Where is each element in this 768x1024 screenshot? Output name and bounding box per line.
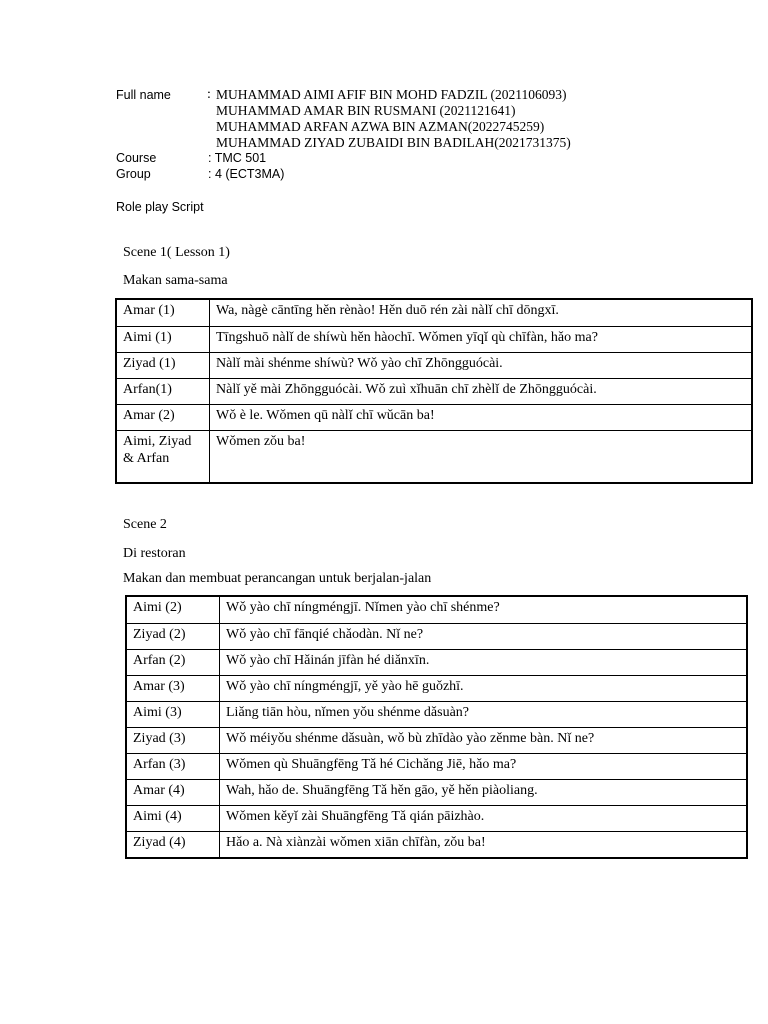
group-value: : 4 (ECT3MA) — [208, 167, 285, 181]
scene1-table — [115, 298, 753, 484]
speaker-cell: Arfan (2) — [127, 649, 220, 675]
fullname-label: Full name — [116, 88, 171, 102]
speaker-cell: Aimi (3) — [127, 701, 220, 727]
dialogue-cell: Wǒmen kěyǐ zài Shuāngfēng Tǎ qián pāizhào. — [220, 805, 746, 831]
table-row — [127, 597, 746, 623]
group-label: Group — [116, 167, 151, 181]
table-row — [127, 727, 746, 753]
dialogue-cell: Wah, hǎo de. Shuāngfēng Tǎ hěn gāo, yě hěn piàoliang. — [220, 779, 746, 805]
table-row — [127, 805, 746, 831]
speaker-cell: Arfan (3) — [127, 753, 220, 779]
dialogue-cell: Wǒmen qù Shuāngfēng Tǎ hé Cichǎng Jiē, hǎo ma? — [220, 753, 746, 779]
name-line-4: MUHAMMAD ZIYAD ZUBAIDI BIN BADILAH(2021731375) — [216, 135, 571, 150]
speaker-cell: Amar (4) — [127, 779, 220, 805]
dialogue-cell: Wǒ yào chī níngméngjī, yě yào hē guǒzhī. — [220, 675, 746, 701]
speaker-cell: Amar (1) — [117, 300, 210, 326]
course-label: Course — [116, 151, 157, 165]
table-row — [127, 649, 746, 675]
scene1-title: Scene 1( Lesson 1) — [123, 245, 230, 260]
table-row — [127, 623, 746, 649]
dialogue-cell: Nàlǐ yě mài Zhōngguócài. Wǒ zuì xǐhuān chī zhèlǐ de Zhōngguócài. — [210, 378, 751, 404]
scene2-table — [125, 595, 748, 859]
speaker-cell: Amar (3) — [127, 675, 220, 701]
dialogue-cell: Wǒmen zǒu ba! — [210, 430, 751, 482]
dialogue-cell: Hǎo a. Nà xiànzài wǒmen xiān chīfàn, zǒu ba! — [220, 831, 746, 857]
table-row — [117, 378, 751, 404]
scene2-title: Scene 2 — [123, 517, 167, 532]
table-row — [117, 326, 751, 352]
scene1-subtitle: Makan sama-sama — [123, 273, 228, 288]
speaker-cell: Amar (2) — [117, 404, 210, 430]
dialogue-cell: Wa, nàgè cāntīng hěn rènào! Hěn duō rén zài nàlǐ chī dōngxī. — [216, 303, 559, 318]
dialogue-cell: Nàlǐ mài shénme shíwù? Wǒ yào chī Zhōngguócài. — [210, 352, 751, 378]
name-line-2: MUHAMMAD AMAR BIN RUSMANI (2021121641) — [216, 103, 516, 118]
table-row — [127, 701, 746, 727]
speaker-cell: Arfan(1) — [117, 378, 210, 404]
speaker-cell: Ziyad (4) — [127, 831, 220, 857]
table-row — [117, 430, 751, 482]
speaker-cell: Aimi (1) — [117, 326, 210, 352]
speaker-cell: Aimi (4) — [127, 805, 220, 831]
table-row — [117, 300, 751, 326]
dialogue-cell: Wǒ è le. Wǒmen qū nàlǐ chī wǔcān ba! — [210, 404, 751, 430]
name-line-3: MUHAMMAD ARFAN AZWA BIN AZMAN(2022745259) — [216, 119, 545, 134]
speaker-cell: Aimi, Ziyad & Arfan — [117, 430, 210, 482]
speaker-cell: Ziyad (1) — [117, 352, 210, 378]
name-line-1: MUHAMMAD AIMI AFIF BIN MOHD FADZIL (2021106093) — [216, 87, 567, 102]
fullname-colon: : — [207, 87, 211, 102]
speaker-cell: Aimi (2) — [127, 597, 220, 623]
speaker-cell: Ziyad (3) — [127, 727, 220, 753]
dialogue-cell: Liǎng tiān hòu, nǐmen yǒu shénme dǎsuàn? — [220, 701, 746, 727]
table-row — [127, 831, 746, 857]
speaker-cell: Ziyad (2) — [127, 623, 220, 649]
table-row — [127, 753, 746, 779]
dialogue-cell: Tīngshuō nàlǐ de shíwù hěn hàochī. Wǒmen yīqǐ qù chīfàn, hǎo ma? — [210, 326, 751, 352]
dialogue-cell: Wǒ yào chī níngméngjī. Nǐmen yào chī shénme? — [226, 600, 500, 615]
scene2-description: Makan dan membuat perancangan untuk berjalan-jalan — [123, 571, 432, 586]
course-value: : TMC 501 — [208, 151, 267, 165]
dialogue-cell: Wǒ yào chī Hǎinán jīfàn hé diǎnxīn. — [220, 649, 746, 675]
dialogue-cell: Wǒ méiyǒu shénme dǎsuàn, wǒ bù zhīdào yào zěnme bàn. Nǐ ne? — [220, 727, 746, 753]
dialogue-cell: Wǒ yào chī fānqié chǎodàn. Nǐ ne? — [220, 623, 746, 649]
table-row — [117, 352, 751, 378]
scene2-subtitle: Di restoran — [123, 546, 186, 561]
document-title: Role play Script — [116, 200, 204, 214]
table-row — [117, 404, 751, 430]
table-row — [127, 779, 746, 805]
table-row — [127, 675, 746, 701]
